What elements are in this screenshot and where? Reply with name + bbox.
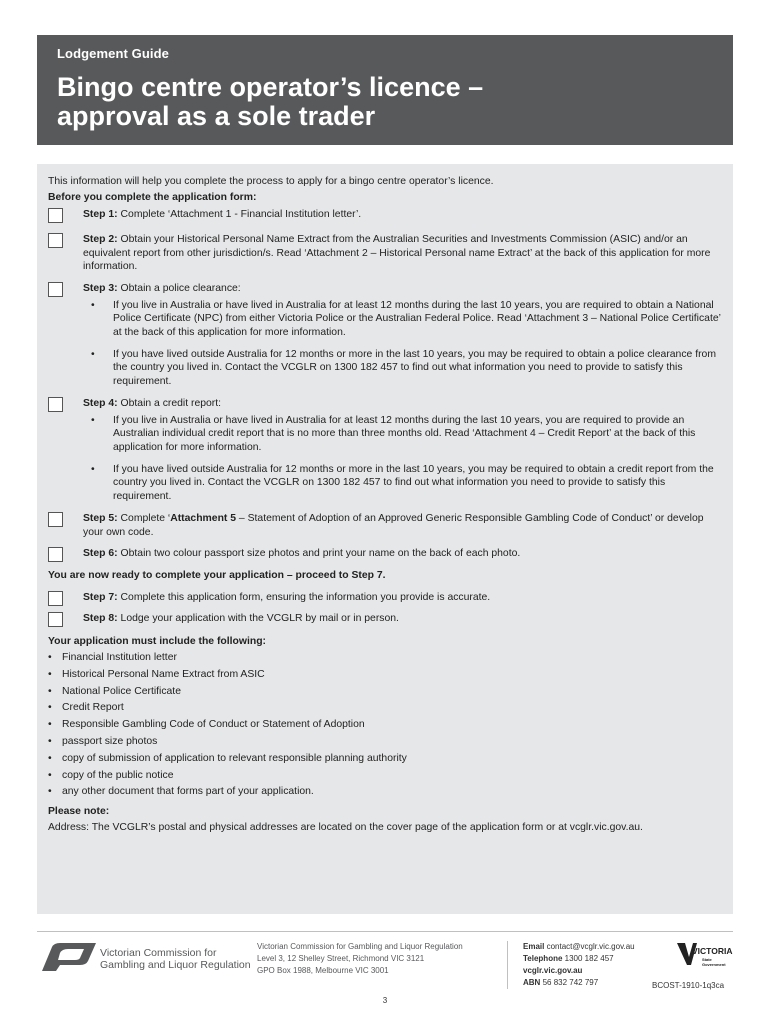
list-item-text: Financial Institution letter: [62, 651, 177, 663]
bullet-marker: •: [91, 463, 95, 475]
must-include-list: [48, 651, 723, 799]
step-8: [48, 612, 723, 625]
step-3-body: Obtain a police clearance:: [120, 283, 241, 295]
footer-vertical-divider: [507, 941, 508, 989]
page-number: 3: [382, 996, 388, 1005]
step-2-body: Obtain your Historical Personal Name Extract from the Australian Securities and Investments Commission (ASIC) and/or an equivalent report from other jurisdiction/s. Read ‘Attachment 2 – Historical Personal name Extract’ at the back of this application for more information.: [83, 234, 711, 273]
address-line2: Level 3, 12 Shelley Street, Richmond VIC 3121: [257, 954, 425, 963]
bullet-marker: •: [48, 685, 52, 697]
email-link[interactable]: contact@vcglr.vic.gov.au: [546, 942, 635, 951]
step-3-bullet-2-text: If you have lived outside Australia for 12 months or more in the last 10 years, you may be required to obtain a police clearance from the country you lived in. Contact the VCGLR on 1300 182 457 to find out what information you need to provide to satisfy this requirement.: [113, 349, 716, 387]
bullet-marker: •: [48, 786, 52, 798]
step-1-label: Step 1:: [83, 208, 118, 220]
list-item: [48, 668, 723, 681]
step-7: [48, 591, 723, 604]
step-3: [48, 282, 723, 295]
ready-line: You are now ready to complete your application – proceed to Step 7.: [48, 570, 386, 582]
step-3-checkbox[interactable]: [48, 282, 63, 297]
step-6-checkbox[interactable]: [48, 547, 63, 562]
intro-text: This information will help you complete the process to apply for a bingo centre operator’s licence.: [48, 176, 494, 187]
logo-line2: Gambling and Liquor Regulation: [100, 959, 251, 971]
address-line1: Victorian Commission for Gambling and Liquor Regulation: [257, 942, 463, 951]
bullet-marker: •: [48, 735, 52, 747]
bullet-marker: •: [48, 702, 52, 714]
bullet-marker: •: [48, 769, 52, 781]
list-item-text: any other document that forms part of your application.: [62, 786, 314, 798]
list-item: [48, 651, 723, 664]
step-6-label: Step 6:: [83, 547, 118, 559]
step-5-body-pre: Complete ‘: [120, 513, 171, 525]
step-8-label: Step 8:: [83, 613, 118, 625]
phone-value: 1300 182 457: [564, 954, 614, 963]
step-3-text: [83, 282, 723, 295]
step-5-label: Step 5:: [83, 513, 118, 525]
vic-logo-word: VICTORIA: [692, 946, 733, 956]
phone-label: Telephone: [523, 954, 563, 963]
note-text: Address: The VCGLR’s postal and physical addresses are located on the cover page of the application form or at vcglr.vic.gov.au.: [48, 822, 643, 834]
bullet-marker: •: [91, 414, 95, 426]
footer-address: [257, 941, 463, 977]
step-1-checkbox[interactable]: [48, 208, 63, 223]
step-1-text: [83, 208, 723, 221]
logo-line1: Victorian Commission for: [100, 947, 217, 959]
vcglr-logo-icon: [37, 941, 99, 973]
step-2-label: Step 2:: [83, 234, 118, 246]
step-6-text: [83, 547, 723, 560]
phone-line: [523, 953, 635, 965]
page-title-line1: Bingo centre operator’s licence –: [57, 72, 484, 102]
list-item: [48, 769, 723, 782]
list-item-text: Credit Report: [62, 702, 124, 714]
step-4-bullet-1-text: If you live in Australia or have lived in Australia for at least 12 months during the last 10 years, you are required to provide an Australian individual credit report that is no more than three months old. Read ‘Attachment 4 – Credit Report’ at the back of this application for more information.: [113, 414, 696, 453]
page-title: [57, 73, 713, 131]
step-4-text: [83, 397, 723, 410]
note-heading: Please note:: [48, 805, 110, 817]
step-7-label: Step 7:: [83, 591, 118, 603]
list-item-text: National Police Certificate: [62, 685, 181, 697]
address-line3: GPO Box 1988, Melbourne VIC 3001: [257, 966, 389, 975]
list-item: [48, 752, 723, 765]
step-2: [48, 233, 723, 273]
step-4-bullet-1: [48, 414, 723, 454]
list-item-text: Historical Personal Name Extract from ASIC: [62, 668, 265, 680]
step-5-checkbox[interactable]: [48, 512, 63, 527]
step-5-body-bold: Attachment 5: [170, 513, 237, 525]
vic-logo-sub2: Government: [702, 962, 726, 967]
list-item: [48, 701, 723, 714]
before-heading: Before you complete the application form:: [48, 192, 257, 204]
step-3-bullet-1: [48, 299, 723, 339]
step-7-text: [83, 591, 723, 604]
lodgement-guide-label: Lodgement Guide: [57, 46, 169, 61]
list-item: [48, 735, 723, 748]
step-4-body: Obtain a credit report:: [120, 398, 222, 410]
step-8-text: [83, 612, 723, 625]
must-include-heading: Your application must include the following:: [48, 635, 267, 647]
step-1-body: Complete ‘Attachment 1 - Financial Institution letter’.: [120, 208, 362, 220]
step-8-body: Lodge your application with the VCGLR by mail or in person.: [120, 613, 399, 625]
abn-value: 56 832 742 797: [542, 978, 599, 987]
list-item-text: Responsible Gambling Code of Conduct or Statement of Adoption: [62, 719, 365, 731]
vic-logo-sub1: State: [702, 957, 712, 962]
bullet-marker: •: [48, 668, 52, 680]
footer-divider: [37, 931, 733, 932]
bullet-marker: •: [91, 299, 95, 311]
step-4-checkbox[interactable]: [48, 397, 63, 412]
list-item: [48, 785, 723, 798]
email-line: [523, 941, 635, 953]
list-item-text: copy of the public notice: [62, 769, 174, 781]
list-item-text: passport size photos: [62, 735, 158, 747]
bullet-marker: •: [48, 651, 52, 663]
bullet-marker: •: [48, 719, 52, 731]
step-4-bullet-2: [48, 463, 723, 503]
list-item-text: copy of submission of application to relevant responsible planning authority: [62, 752, 407, 764]
footer-contact: [523, 941, 635, 989]
step-8-checkbox[interactable]: [48, 612, 63, 627]
victoria-government-logo-icon: [675, 941, 735, 971]
step-3-bullet-1-text: If you live in Australia or have lived in Australia for at least 12 months during the last 10 years, you are required to obtain a National Police Certificate (NPC) from either Victoria Police or the Australian Federal Police. Read ‘Attachment 3 – National Police Certificate’ at the back of this application for more information.: [113, 299, 721, 338]
step-3-bullet-2: [48, 348, 723, 388]
step-2-text: [83, 233, 723, 273]
website-link[interactable]: vcglr.vic.gov.au: [523, 966, 583, 975]
step-7-checkbox[interactable]: [48, 591, 63, 606]
step-5-text: [83, 512, 723, 539]
step-1: [48, 208, 723, 221]
list-item: [48, 718, 723, 731]
document-code: BCOST-1910-1q3ca: [652, 981, 725, 990]
abn-line: [523, 977, 635, 989]
page-title-line2: approval as a sole trader: [57, 101, 376, 131]
step-5-body-post: – Statement of Adoption of an Approved Generic Responsible Gambling Code of Conduct’ or develop your own code.: [83, 513, 704, 538]
step-3-label: Step 3:: [83, 283, 118, 295]
step-7-body: Complete this application form, ensuring the information you provide is accurate.: [120, 591, 491, 603]
abn-label: ABN: [523, 978, 541, 987]
step-4: [48, 397, 723, 410]
bullet-marker: •: [48, 752, 52, 764]
vcglr-logo-text: [100, 947, 251, 971]
step-4-bullet-2-text: If you have lived outside Australia for 12 months or more in the last 10 years, you may be required to obtain a credit report from the country you lived in. Contact the VCGLR on 1300 182 457 to find out what information you need to provide to satisfy this requirement.: [113, 463, 714, 502]
bullet-marker: •: [91, 349, 95, 361]
step-5: [48, 512, 723, 539]
email-label: Email: [523, 942, 545, 951]
content-panel: [37, 164, 733, 914]
step-2-checkbox[interactable]: [48, 233, 63, 248]
website-line: [523, 965, 635, 977]
list-item: [48, 685, 723, 698]
step-6: [48, 547, 723, 560]
step-4-label: Step 4:: [83, 398, 118, 410]
header-banner: [37, 35, 733, 145]
step-6-body: Obtain two colour passport size photos and print your name on the back of each photo.: [120, 547, 521, 559]
